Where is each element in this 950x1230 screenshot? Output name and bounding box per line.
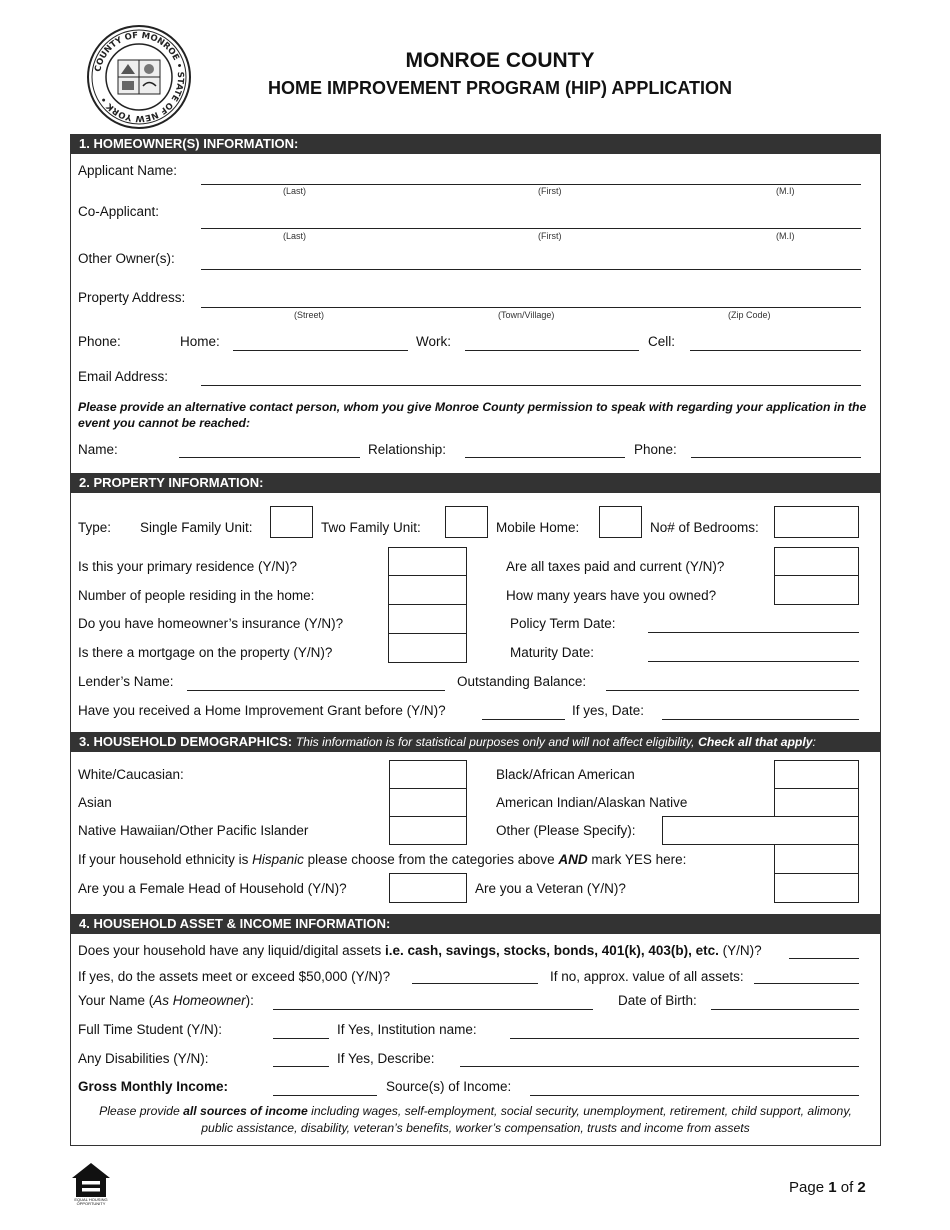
disabilities-label: Any Disabilities (Y/N): <box>78 1051 209 1066</box>
work-phone-field[interactable] <box>465 350 639 351</box>
form-title: MONROE COUNTY <box>405 49 595 72</box>
american-indian-checkbox[interactable] <box>774 788 859 817</box>
grant-before-label: Have you received a Home Improvement Grant before (Y/N)? <box>78 703 446 718</box>
other-owners-label: Other Owner(s): <box>78 251 175 266</box>
co-applicant-mi-caption: (M.I) <box>776 231 795 241</box>
white-checkbox[interactable] <box>389 760 467 789</box>
lender-label: Lender’s Name: <box>78 674 174 689</box>
black-checkbox[interactable] <box>774 760 859 789</box>
insurance-box[interactable] <box>388 604 467 634</box>
white-label: White/Caucasian: <box>78 767 184 782</box>
taxes-paid-box[interactable] <box>774 547 859 576</box>
people-residing-label: Number of people residing in the home: <box>78 588 315 603</box>
mobile-home-checkbox[interactable] <box>599 506 642 538</box>
mortgage-label: Is there a mortgage on the property (Y/N)? <box>78 645 333 660</box>
veteran-label: Are you a Veteran (Y/N)? <box>475 881 626 896</box>
county-seal <box>86 24 192 130</box>
black-label: Black/African American <box>496 767 635 782</box>
insurance-label: Do you have homeowner’s insurance (Y/N)? <box>78 616 344 631</box>
female-head-label: Are you a Female Head of Household (Y/N)? <box>78 881 347 896</box>
property-address-field[interactable] <box>201 307 861 308</box>
approx-value-field[interactable] <box>754 983 859 984</box>
relationship-label: Relationship: <box>368 442 447 457</box>
exceed-field[interactable] <box>412 983 538 984</box>
income-note-line2: public assistance, disability, veteran’s benefits, worker’s compensation, trusts and income from assets <box>201 1121 750 1135</box>
section1-header: 1. HOMEOWNER(S) INFORMATION: <box>70 134 881 154</box>
section2-header: 2. PROPERTY INFORMATION: <box>70 473 881 493</box>
lender-field[interactable] <box>187 690 445 691</box>
taxes-paid-label: Are all taxes paid and current (Y/N)? <box>506 559 725 574</box>
alt-phone-label: Phone: <box>634 442 677 457</box>
outstanding-field[interactable] <box>606 690 859 691</box>
mortgage-box[interactable] <box>388 633 467 663</box>
asian-checkbox[interactable] <box>389 788 467 817</box>
section3-check-all: Check all that apply <box>698 735 813 749</box>
section3-header: 3. HOUSEHOLD DEMOGRAPHICS: This information is for statistical purposes only and will not affect eligibility, Check all that apply: <box>70 732 881 752</box>
co-applicant-field[interactable] <box>201 228 861 229</box>
home-phone-label: Home: <box>180 334 220 349</box>
zip-caption: (Zip Code) <box>728 310 771 320</box>
other-race-field[interactable] <box>662 816 859 845</box>
female-head-box[interactable] <box>389 873 467 903</box>
your-name-label: Your Name (As Homeowner): <box>78 993 254 1008</box>
alt-contact-note: Please provide an alternative contact person, whom you give Monroe County permission to speak with regarding your application in the <box>78 400 867 414</box>
primary-residence-box[interactable] <box>388 547 467 576</box>
bedrooms-label: No# of Bedrooms: <box>650 520 759 535</box>
grant-date-label: If yes, Date: <box>572 703 645 718</box>
bedrooms-box[interactable] <box>774 506 859 538</box>
equal-housing-logo <box>70 1161 112 1207</box>
years-owned-label: How many years have you owned? <box>506 588 717 603</box>
relationship-field[interactable] <box>465 457 625 458</box>
town-caption: (Town/Village) <box>498 310 555 320</box>
institution-label: If Yes, Institution name: <box>337 1022 477 1037</box>
hispanic-label: If your household ethnicity is Hispanic please choose from the categories above AND mark YES here: <box>78 852 687 867</box>
section3-note: This information is for statistical purposes only and will not affect eligibility, <box>295 735 695 749</box>
two-family-checkbox[interactable] <box>445 506 488 538</box>
exceed-label: If yes, do the assets meet or exceed $50,000 (Y/N)? <box>78 969 391 984</box>
primary-residence-label: Is this your primary residence (Y/N)? <box>78 559 298 574</box>
years-owned-box[interactable] <box>774 575 859 605</box>
describe-field[interactable] <box>460 1066 859 1067</box>
applicant-name-label: Applicant Name: <box>78 163 178 178</box>
applicant-name-field[interactable] <box>201 184 861 185</box>
maturity-label: Maturity Date: <box>510 645 595 660</box>
student-label: Full Time Student (Y/N): <box>78 1022 223 1037</box>
hispanic-checkbox[interactable] <box>774 844 859 874</box>
policy-term-field[interactable] <box>648 632 859 633</box>
hawaiian-checkbox[interactable] <box>389 816 467 845</box>
mobile-home-label: Mobile Home: <box>496 520 580 535</box>
sources-label: Source(s) of Income: <box>386 1079 512 1094</box>
describe-label: If Yes, Describe: <box>337 1051 435 1066</box>
dob-field[interactable] <box>711 1009 859 1010</box>
other-race-label: Other (Please Specify): <box>496 823 636 838</box>
svg-text:COUNTY OF MONROE • STATE OF: COUNTY OF MONROE • STATE OF NEW YORK • <box>93 30 186 124</box>
assets-field[interactable] <box>789 958 859 959</box>
email-field[interactable] <box>201 385 861 386</box>
asian-label: Asian <box>78 795 112 810</box>
dob-label: Date of Birth: <box>618 993 697 1008</box>
cell-phone-field[interactable] <box>690 350 861 351</box>
outstanding-label: Outstanding Balance: <box>457 674 587 689</box>
sources-field[interactable] <box>530 1095 859 1096</box>
hawaiian-label: Native Hawaiian/Other Pacific Islander <box>78 823 309 838</box>
income-note: Please provide all sources of income including wages, self-employment, social security, unemployment, retirement, child support, alimony, <box>99 1104 852 1118</box>
gross-income-field[interactable] <box>273 1095 377 1096</box>
applicant-last-caption: (Last) <box>283 186 307 196</box>
co-applicant-label: Co-Applicant: <box>78 204 160 219</box>
alt-name-label: Name: <box>78 442 118 457</box>
street-caption: (Street) <box>294 310 325 320</box>
phone-label: Phone: <box>78 334 121 349</box>
applicant-mi-caption: (M.I) <box>776 186 795 196</box>
approx-value-label: If no, approx. value of all assets: <box>550 969 744 984</box>
form-subtitle: HOME IMPROVEMENT PROGRAM (HIP) APPLICATION <box>267 78 732 98</box>
disabilities-field[interactable] <box>273 1066 329 1067</box>
page-number: Page 1 of 2 <box>789 1179 866 1196</box>
assets-label: Does your household have any liquid/digital assets i.e. cash, savings, stocks, bonds, 401(k), 403(b), etc. (Y/N)? <box>78 943 762 958</box>
policy-term-label: Policy Term Date: <box>510 616 616 631</box>
institution-field[interactable] <box>510 1038 859 1039</box>
two-family-label: Two Family Unit: <box>321 520 421 535</box>
alt-phone-field[interactable] <box>691 457 861 458</box>
gross-income-label: Gross Monthly Income: <box>78 1079 229 1094</box>
property-address-label: Property Address: <box>78 290 186 305</box>
people-residing-box[interactable] <box>388 575 467 605</box>
other-owners-field[interactable] <box>201 269 861 270</box>
equal-housing-text: EQUAL HOUSING OPPORTUNITY <box>74 1197 108 1207</box>
american-indian-label: American Indian/Alaskan Native <box>496 795 688 810</box>
single-family-label: Single Family Unit: <box>140 520 253 535</box>
grant-date-field[interactable] <box>662 719 859 720</box>
work-phone-label: Work: <box>416 334 452 349</box>
student-field[interactable] <box>273 1038 329 1039</box>
applicant-first-caption: (First) <box>538 186 562 196</box>
section4-header: 4. HOUSEHOLD ASSET & INCOME INFORMATION: <box>70 914 881 934</box>
grant-before-field[interactable] <box>482 719 565 720</box>
maturity-field[interactable] <box>648 661 859 662</box>
email-label: Email Address: <box>78 369 169 384</box>
type-label: Type: <box>78 520 112 535</box>
alt-contact-note-line2: event you cannot be reached: <box>78 416 251 430</box>
home-phone-field[interactable] <box>233 350 408 351</box>
single-family-checkbox[interactable] <box>270 506 313 538</box>
alt-name-field[interactable] <box>179 457 360 458</box>
cell-phone-label: Cell: <box>648 334 676 349</box>
your-name-field[interactable] <box>273 1009 593 1010</box>
section3-title: 3. HOUSEHOLD DEMOGRAPHICS: <box>79 734 293 749</box>
co-applicant-first-caption: (First) <box>538 231 562 241</box>
veteran-box[interactable] <box>774 873 859 903</box>
co-applicant-last-caption: (Last) <box>283 231 307 241</box>
